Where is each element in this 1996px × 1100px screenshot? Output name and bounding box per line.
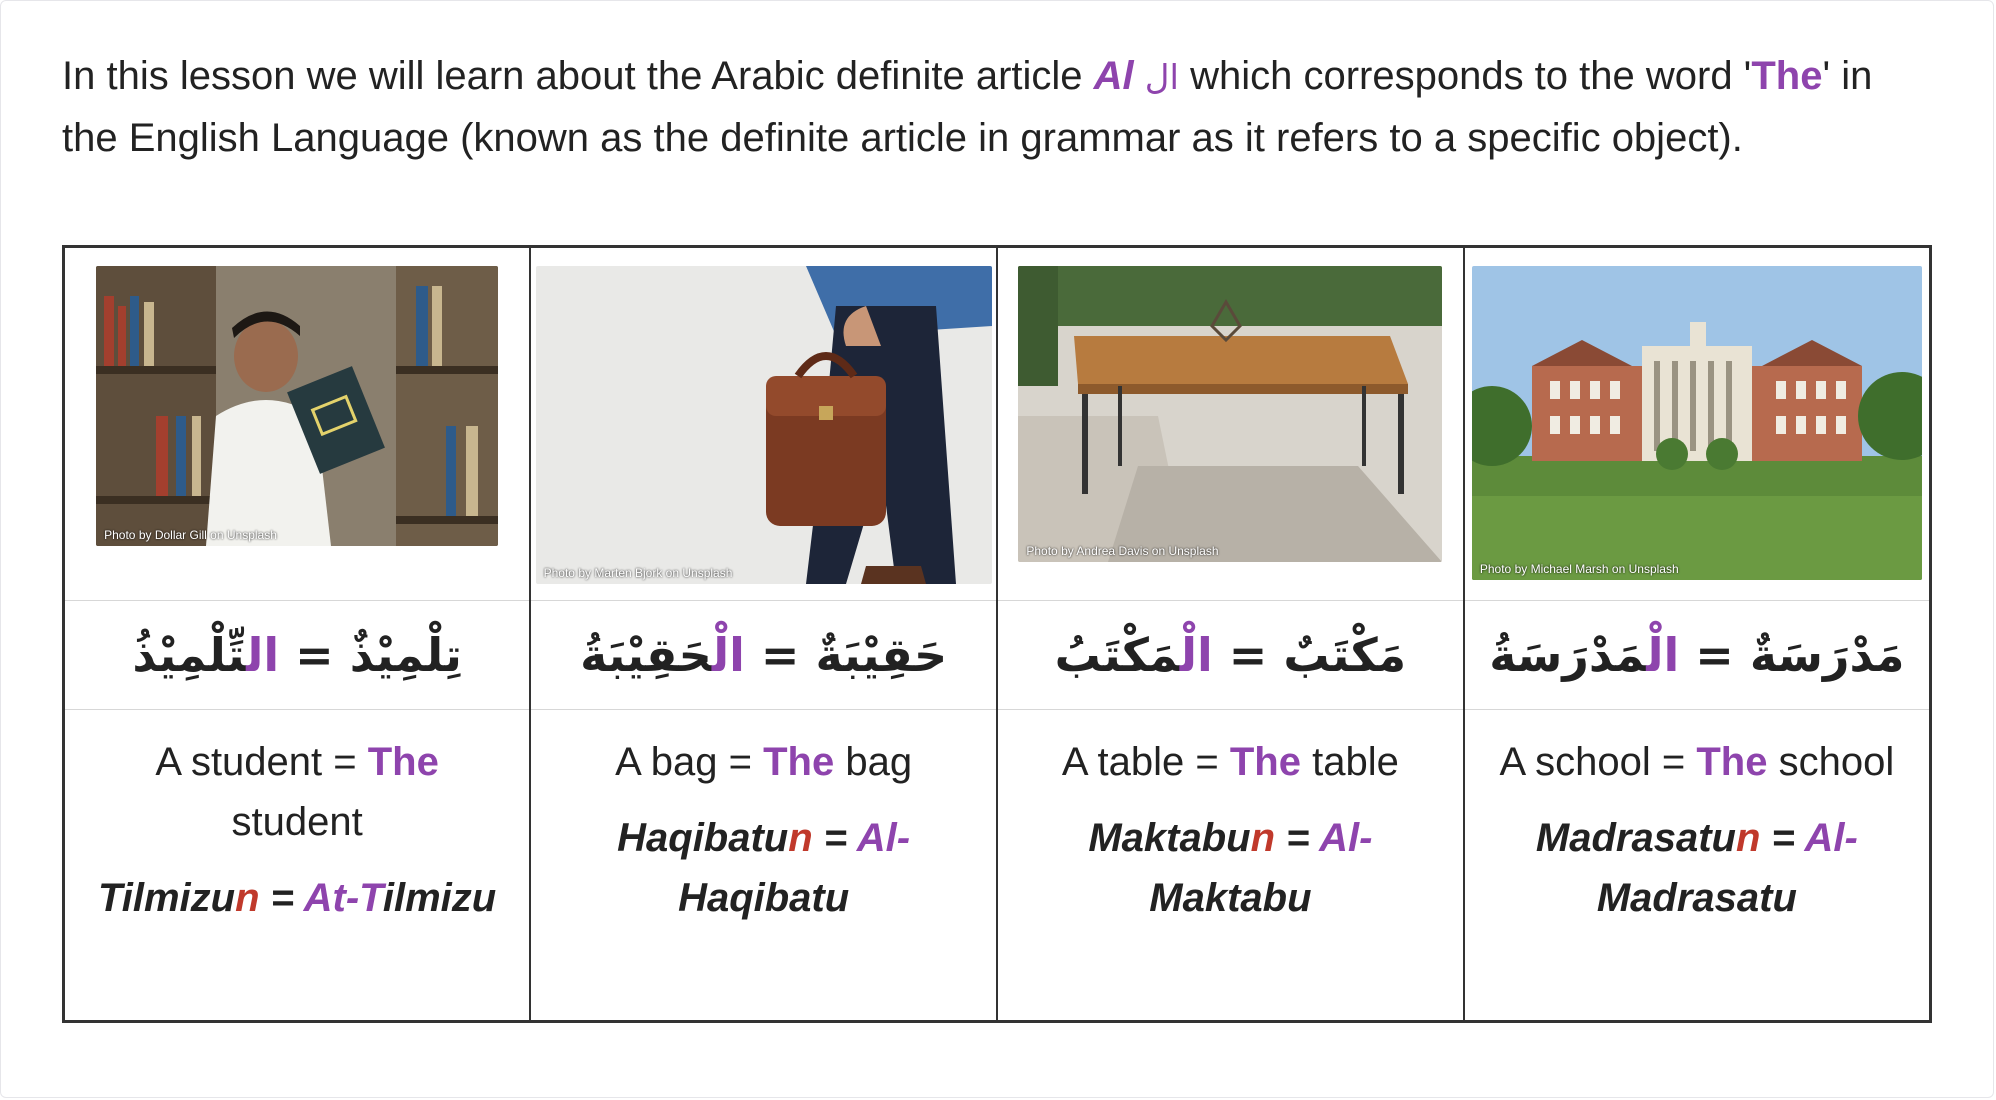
- translit-root: Tilmizu: [98, 876, 236, 920]
- equals-sign: =: [322, 740, 368, 784]
- translit-article: Al-: [1319, 816, 1373, 860]
- intro-text-1: In this lesson we will learn about the Arabic definite article: [62, 54, 1094, 98]
- arabic-definite-noun: مَدْرَسَةُ: [1489, 628, 1647, 682]
- cell-image-student: [64, 247, 531, 601]
- arabic-indefinite: مَدْرَسَةٌ: [1749, 628, 1905, 682]
- translit-definite: Maktabu: [1149, 876, 1312, 920]
- english-pair: [1465, 732, 1929, 792]
- equals-sign: =: [1184, 740, 1230, 784]
- cell-english-student: [64, 710, 531, 1022]
- translit-definite: ilmizu: [382, 876, 497, 920]
- cell-arabic-student: [64, 601, 531, 710]
- english-noun: school: [1767, 740, 1895, 784]
- translit-article: At-: [303, 876, 360, 920]
- cell-image-bag: [530, 247, 997, 601]
- english-indefinite: A student: [155, 740, 323, 784]
- english-indefinite: A table: [1061, 740, 1185, 784]
- student-in-library-photo: [96, 266, 498, 546]
- english-noun: table: [1300, 740, 1399, 784]
- transliteration: [531, 808, 996, 928]
- english-pair: [65, 732, 529, 852]
- arabic-pair: [1465, 601, 1929, 709]
- cell-image-school: [1464, 247, 1931, 601]
- arabic-article: الْ: [711, 628, 745, 682]
- equals-sign: =: [295, 628, 334, 682]
- photo-credit[interactable]: Photo by Michael Marsh on Unsplash: [1479, 562, 1679, 576]
- translit-root: Maktabu: [1088, 816, 1251, 860]
- english-noun: bag: [834, 740, 913, 784]
- equals-sign: =: [1650, 740, 1697, 784]
- translit-suffix: n: [1735, 816, 1761, 860]
- photo-credit[interactable]: Photo by Dollar Gill on Unsplash: [104, 528, 277, 542]
- arabic-definite: [580, 628, 745, 682]
- vocabulary-table: [62, 245, 1932, 1023]
- equals-sign: =: [1695, 628, 1734, 682]
- cell-english-table: [997, 710, 1464, 1022]
- equals-sign: =: [259, 876, 304, 920]
- cell-arabic-bag: [530, 601, 997, 710]
- arabic-article: الْ: [1646, 628, 1680, 682]
- arabic-definite: [1055, 628, 1213, 682]
- english-noun: student: [231, 800, 363, 844]
- the-word: The: [763, 740, 835, 784]
- equals-sign: =: [1228, 628, 1268, 682]
- arabic-article: ال: [246, 628, 280, 682]
- translit-doubled-letter: T: [359, 876, 383, 920]
- the-word: The: [1696, 740, 1768, 784]
- english-pair: [998, 732, 1463, 792]
- equals-sign: =: [717, 740, 764, 784]
- translit-definite: Madrasatu: [1596, 876, 1797, 920]
- arabic-indefinite: مَكْتَبٌ: [1283, 628, 1407, 682]
- english-indefinite: A school: [1499, 740, 1651, 784]
- al-latin: Al: [1093, 54, 1134, 98]
- arabic-definite: [1489, 628, 1679, 682]
- arabic-definite: [132, 628, 279, 682]
- arabic-article: الْ: [1179, 628, 1213, 682]
- arabic-indefinite: تِلْمِيْذٌ: [349, 628, 462, 682]
- transliteration: [1465, 808, 1929, 928]
- transliteration: [65, 868, 529, 928]
- cell-image-table: [997, 247, 1464, 601]
- translit-suffix: n: [1250, 816, 1275, 860]
- the-word: The: [367, 740, 439, 784]
- translit-root: Haqibatu: [617, 816, 789, 860]
- cell-english-school: [1464, 710, 1931, 1022]
- photo-credit[interactable]: Photo by Marten Bjork on Unsplash: [543, 566, 733, 580]
- cell-arabic-table: [997, 601, 1464, 710]
- cell-english-bag: [530, 710, 997, 1022]
- transliteration: [998, 808, 1463, 928]
- image-row: [64, 247, 1931, 601]
- arabic-row: [64, 601, 1931, 710]
- intro-text-2: which corresponds to the word ': [1178, 54, 1752, 98]
- translit-article: Al-: [856, 816, 911, 860]
- translit-suffix: n: [235, 876, 260, 920]
- leather-bag-photo: [536, 266, 992, 584]
- arabic-definite-noun: حَقِيْبَةُ: [580, 628, 712, 682]
- translit-definite: Haqibatu: [678, 876, 850, 920]
- equals-sign: =: [760, 628, 800, 682]
- translit-root: Madrasatu: [1535, 816, 1736, 860]
- translit-suffix: n: [788, 816, 813, 860]
- school-building-photo: [1472, 266, 1922, 580]
- arabic-pair: [531, 601, 996, 709]
- the-word: The: [1229, 740, 1301, 784]
- arabic-definite-noun: مَكْتَبُ: [1054, 628, 1180, 682]
- arabic-definite-noun: تِّلْمِيْذُ: [132, 628, 247, 682]
- arabic-indefinite: حَقِيْبَةٌ: [815, 628, 948, 682]
- al-arabic: ال: [1144, 58, 1179, 98]
- equals-sign: =: [812, 816, 857, 860]
- equals-sign: =: [1760, 816, 1805, 860]
- english-row: [64, 710, 1931, 1022]
- photo-credit[interactable]: Photo by Andrea Davis on Unsplash: [1026, 544, 1219, 558]
- intro-text-3: ' in the English Language (known as the definite article in grammar as it refers to a specific object).: [62, 54, 1873, 160]
- arabic-pair: [65, 601, 529, 709]
- equals-sign: =: [1275, 816, 1320, 860]
- coffee-table-photo: [1018, 266, 1442, 562]
- english-indefinite: A bag: [615, 740, 718, 784]
- english-pair: [531, 732, 996, 792]
- cell-arabic-school: [1464, 601, 1931, 710]
- the-word: The: [1751, 54, 1823, 98]
- arabic-pair: [998, 601, 1463, 709]
- translit-article: Al-: [1804, 816, 1858, 860]
- lesson-intro: [62, 46, 1922, 168]
